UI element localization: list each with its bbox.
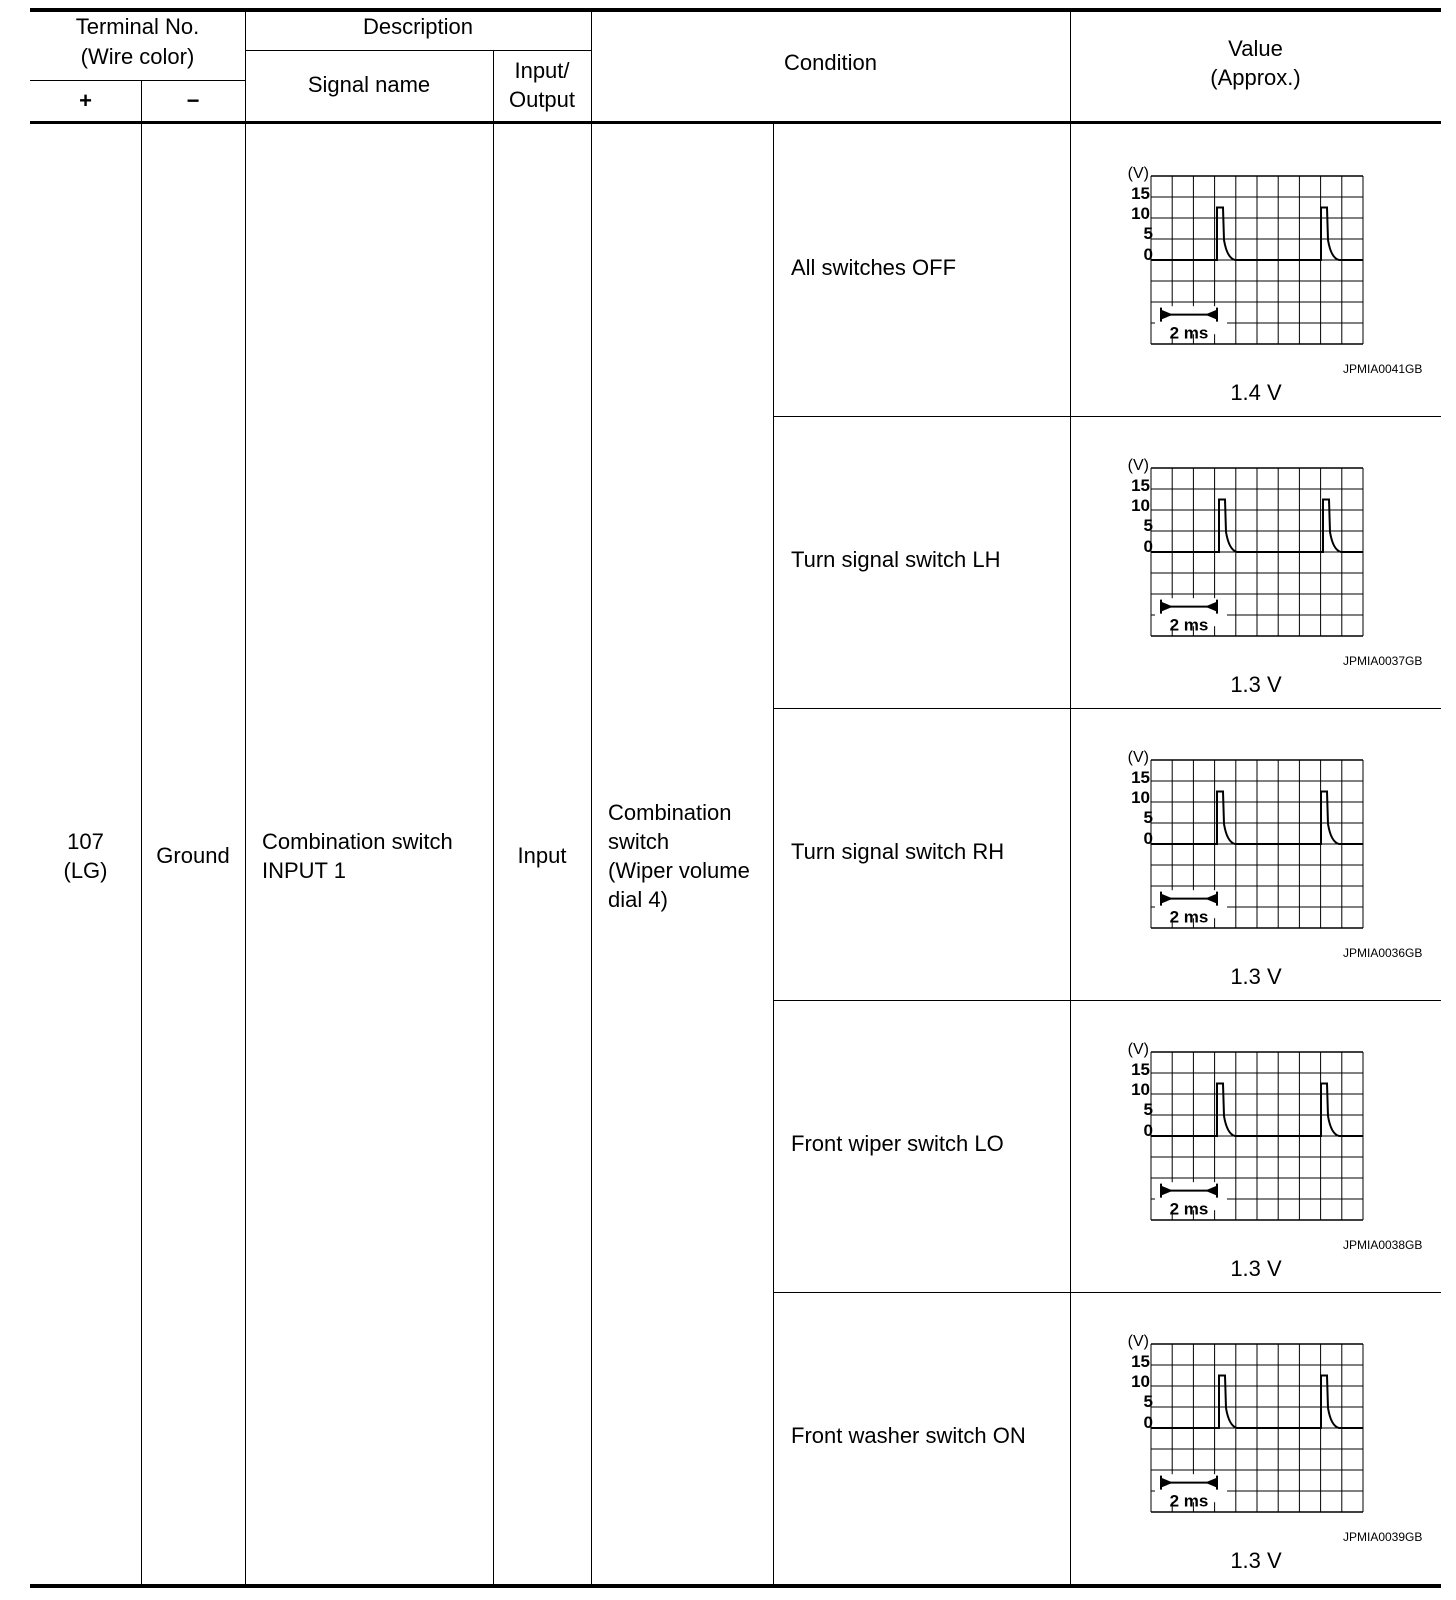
io-value: Input bbox=[517, 843, 567, 868]
subrow-divider-2 bbox=[773, 708, 1441, 709]
waveform-axis-label: 5 bbox=[1143, 808, 1153, 827]
waveform-axis-label: 10 bbox=[1131, 788, 1150, 807]
figure-code: JPMIA0036GB bbox=[1343, 946, 1423, 960]
signal-name-line1: Combination switch bbox=[262, 829, 453, 854]
figure-code: JPMIA0039GB bbox=[1343, 1530, 1423, 1544]
condition-main-line3: (Wiper volume bbox=[608, 858, 750, 883]
waveform-axis-label: 15 bbox=[1131, 1060, 1150, 1079]
subrow-divider-4 bbox=[773, 1292, 1441, 1293]
waveform-axis-label: 5 bbox=[1143, 1100, 1153, 1119]
subrow-condition: All switches OFF bbox=[791, 255, 957, 280]
waveform-time-scale: 2 ms bbox=[1169, 615, 1209, 635]
header-plus: + bbox=[79, 88, 92, 113]
waveform-axis-label: (V) bbox=[1127, 750, 1149, 766]
waveform-axis-label: (V) bbox=[1127, 1042, 1149, 1058]
header-condition: Condition bbox=[784, 50, 877, 75]
waveform-graph bbox=[1115, 1042, 1365, 1224]
waveform-axis-label: 0 bbox=[1143, 245, 1153, 264]
waveform-axis-label: 0 bbox=[1143, 829, 1153, 848]
value-reading: 1.3 V bbox=[1230, 1548, 1282, 1573]
waveform-time-scale: 2 ms bbox=[1169, 907, 1209, 927]
waveform-axis-label: 0 bbox=[1143, 1121, 1153, 1140]
waveform-axis-label: 0 bbox=[1143, 1413, 1153, 1432]
figure-code: JPMIA0037GB bbox=[1343, 654, 1423, 668]
col-divider-minus bbox=[141, 80, 142, 1586]
waveform-axis-label: 10 bbox=[1131, 204, 1150, 223]
value-reading: 1.3 V bbox=[1230, 964, 1282, 989]
waveform-graph bbox=[1115, 458, 1365, 640]
header-signal-name: Signal name bbox=[307, 72, 431, 97]
header-terminal: Terminal No. bbox=[75, 14, 200, 39]
table-bottom-border bbox=[30, 1584, 1441, 1588]
waveform-time-scale: 2 ms bbox=[1169, 323, 1209, 343]
subrow-divider-1 bbox=[773, 416, 1441, 417]
condition-main-line1: Combination bbox=[608, 800, 732, 825]
waveform-axis-label: 15 bbox=[1131, 476, 1150, 495]
waveform-axis-label: 5 bbox=[1143, 516, 1153, 535]
condition-main-line4: dial 4) bbox=[608, 887, 668, 912]
header-bottom-border bbox=[30, 121, 1441, 124]
waveform-axis-label: (V) bbox=[1127, 458, 1149, 474]
header-divider-terminal bbox=[30, 80, 245, 81]
figure-code: JPMIA0041GB bbox=[1343, 362, 1423, 376]
condition-main-line2: switch bbox=[608, 829, 670, 854]
waveform-axis-label: 15 bbox=[1131, 768, 1150, 787]
terminal-wire-color: (LG) bbox=[63, 858, 108, 883]
col-divider-value bbox=[1070, 10, 1071, 1586]
subrow-condition: Front washer switch ON bbox=[791, 1423, 1026, 1448]
waveform-axis-label: 10 bbox=[1131, 1080, 1150, 1099]
waveform-axis-label: 0 bbox=[1143, 537, 1153, 556]
waveform-axis-label: 10 bbox=[1131, 1372, 1150, 1391]
waveform-axis-label: (V) bbox=[1127, 166, 1149, 182]
header-divider-description bbox=[245, 50, 591, 51]
header-io-line1: Input/ bbox=[514, 58, 570, 83]
figure-code: JPMIA0038GB bbox=[1343, 1238, 1423, 1252]
waveform-time-scale: 2 ms bbox=[1169, 1199, 1209, 1219]
header-description: Description bbox=[362, 14, 474, 39]
waveform-axis-label: 5 bbox=[1143, 224, 1153, 243]
waveform-axis-label: 15 bbox=[1131, 1352, 1150, 1371]
value-reading: 1.4 V bbox=[1230, 380, 1282, 405]
waveform-axis-label: 10 bbox=[1131, 496, 1150, 515]
header-io-line2: Output bbox=[508, 87, 576, 112]
header-wire-color: (Wire color) bbox=[80, 44, 195, 69]
waveform-graph bbox=[1115, 1334, 1365, 1516]
subrow-condition: Turn signal switch RH bbox=[791, 839, 1005, 864]
terminal-minus-value: Ground bbox=[156, 843, 230, 868]
waveform-time-scale: 2 ms bbox=[1169, 1491, 1209, 1511]
header-value-line2: (Approx.) bbox=[1210, 65, 1301, 90]
col-divider-signal bbox=[245, 10, 246, 1586]
col-divider-io bbox=[493, 50, 494, 1586]
header-minus: − bbox=[186, 88, 200, 113]
subrow-condition: Front wiper switch LO bbox=[791, 1131, 1004, 1156]
waveform-axis-label: 15 bbox=[1131, 184, 1150, 203]
waveform-graph bbox=[1115, 166, 1365, 348]
signal-name-line2: INPUT 1 bbox=[262, 858, 346, 883]
value-reading: 1.3 V bbox=[1230, 1256, 1282, 1281]
subrow-condition: Turn signal switch LH bbox=[791, 547, 1001, 572]
value-reading: 1.3 V bbox=[1230, 672, 1282, 697]
col-divider-subcondition bbox=[773, 122, 774, 1586]
header-value-line1: Value bbox=[1228, 36, 1283, 61]
waveform-axis-label: (V) bbox=[1127, 1334, 1149, 1350]
waveform-graph bbox=[1115, 750, 1365, 932]
waveform-axis-label: 5 bbox=[1143, 1392, 1153, 1411]
terminal-number: 107 bbox=[67, 829, 104, 854]
subrow-divider-3 bbox=[773, 1000, 1441, 1001]
col-divider-condition bbox=[591, 10, 592, 1586]
